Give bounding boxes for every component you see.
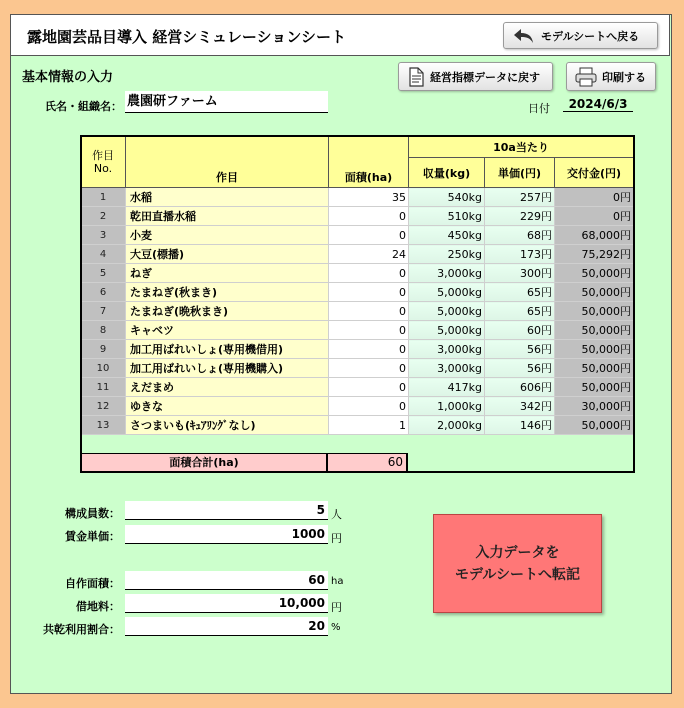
table-row bbox=[81, 283, 634, 302]
crop-name-cell: たまねぎ(秋まき) bbox=[126, 283, 329, 302]
members-field[interactable]: 5 bbox=[125, 501, 328, 520]
price-cell[interactable]: 146円 bbox=[485, 416, 555, 435]
table-row bbox=[81, 302, 634, 321]
crop-name-cell: たまねぎ(晩秋まき) bbox=[126, 302, 329, 321]
dryer-ratio-field[interactable]: 20 bbox=[125, 617, 328, 636]
total-area-label: 面積合計(ha) bbox=[80, 453, 328, 473]
price-cell[interactable]: 300円 bbox=[485, 264, 555, 283]
subsidy-cell: 68,000円 bbox=[555, 226, 634, 245]
crop-name-cell: 加工用ばれいしょ(専用機購入) bbox=[126, 359, 329, 378]
crop-table bbox=[80, 135, 634, 435]
subsidy-cell: 50,000円 bbox=[555, 283, 634, 302]
area-input-cell[interactable]: 0 bbox=[329, 264, 409, 283]
yield-cell[interactable]: 5,000kg bbox=[409, 302, 485, 321]
header-per-10a: 10a当たり bbox=[409, 136, 634, 158]
table-row bbox=[81, 226, 634, 245]
row-no-cell: 4 bbox=[81, 245, 126, 264]
subsidy-cell: 50,000円 bbox=[555, 416, 634, 435]
area-input-cell[interactable]: 0 bbox=[329, 283, 409, 302]
print-label: 印刷する bbox=[602, 70, 646, 84]
area-input-cell[interactable]: 24 bbox=[329, 245, 409, 264]
printer-icon bbox=[575, 67, 597, 87]
price-cell[interactable]: 65円 bbox=[485, 302, 555, 321]
table-row bbox=[81, 245, 634, 264]
table-row bbox=[81, 264, 634, 283]
area-input-cell[interactable]: 0 bbox=[329, 378, 409, 397]
subsidy-cell: 0円 bbox=[555, 207, 634, 226]
document-icon bbox=[407, 67, 425, 87]
subsidy-cell: 50,000円 bbox=[555, 340, 634, 359]
subsidy-cell: 50,000円 bbox=[555, 302, 634, 321]
yield-cell[interactable]: 450kg bbox=[409, 226, 485, 245]
table-row bbox=[81, 397, 634, 416]
crop-name-cell: キャベツ bbox=[126, 321, 329, 340]
row-no-cell: 7 bbox=[81, 302, 126, 321]
price-cell[interactable]: 229円 bbox=[485, 207, 555, 226]
row-no-cell: 8 bbox=[81, 321, 126, 340]
header-price: 単価(円) bbox=[485, 158, 555, 188]
wage-unit: 円 bbox=[331, 532, 342, 545]
transfer-label-line1: 入力データを bbox=[475, 544, 560, 561]
yield-cell[interactable]: 1,000kg bbox=[409, 397, 485, 416]
wage-label: 賃金単価： bbox=[65, 530, 120, 543]
members-label: 構成員数： bbox=[65, 507, 120, 520]
yield-cell[interactable]: 250kg bbox=[409, 245, 485, 264]
price-cell[interactable]: 173円 bbox=[485, 245, 555, 264]
row-no-cell: 2 bbox=[81, 207, 126, 226]
yield-cell[interactable]: 417kg bbox=[409, 378, 485, 397]
crop-name-cell: 乾田直播水稲 bbox=[126, 207, 329, 226]
area-input-cell[interactable]: 0 bbox=[329, 207, 409, 226]
row-no-cell: 11 bbox=[81, 378, 126, 397]
date-label: 日付 bbox=[528, 102, 550, 115]
return-arrow-icon bbox=[512, 27, 536, 45]
price-cell[interactable]: 606円 bbox=[485, 378, 555, 397]
area-input-cell[interactable]: 0 bbox=[329, 340, 409, 359]
yield-cell[interactable]: 3,000kg bbox=[409, 340, 485, 359]
row-no-cell: 12 bbox=[81, 397, 126, 416]
price-cell[interactable]: 257円 bbox=[485, 188, 555, 207]
area-input-cell[interactable]: 35 bbox=[329, 188, 409, 207]
row-no-cell: 6 bbox=[81, 283, 126, 302]
yield-cell[interactable]: 2,000kg bbox=[409, 416, 485, 435]
table-row bbox=[81, 321, 634, 340]
area-input-cell[interactable]: 0 bbox=[329, 321, 409, 340]
header-yield: 収量(kg) bbox=[409, 158, 485, 188]
name-field[interactable]: 農園研ファーム bbox=[125, 91, 328, 113]
back-to-model-label: モデルシートへ戻る bbox=[541, 29, 640, 43]
yield-cell[interactable]: 3,000kg bbox=[409, 264, 485, 283]
transfer-label-line2: モデルシートへ転記 bbox=[455, 566, 580, 583]
table-row bbox=[81, 207, 634, 226]
row-no-cell: 10 bbox=[81, 359, 126, 378]
subsidy-cell: 50,000円 bbox=[555, 321, 634, 340]
basic-info-heading: 基本情報の入力 bbox=[22, 70, 114, 85]
restore-indicator-button[interactable] bbox=[398, 62, 553, 91]
header-crop: 作目 bbox=[126, 136, 329, 188]
back-to-model-button[interactable] bbox=[503, 22, 658, 49]
rent-field[interactable]: 10,000 bbox=[125, 594, 328, 613]
subsidy-cell: 75,292円 bbox=[555, 245, 634, 264]
dryer-ratio-label: 共乾利用割合： bbox=[43, 623, 120, 636]
own-area-field[interactable]: 60 bbox=[125, 571, 328, 590]
row-no-cell: 9 bbox=[81, 340, 126, 359]
print-button[interactable] bbox=[566, 62, 656, 91]
crop-name-cell: えだまめ bbox=[126, 378, 329, 397]
yield-cell[interactable]: 5,000kg bbox=[409, 321, 485, 340]
table-row bbox=[81, 378, 634, 397]
subsidy-cell: 50,000円 bbox=[555, 264, 634, 283]
table-row bbox=[81, 188, 634, 207]
name-label: 氏名・組織名： bbox=[45, 100, 122, 113]
table-row bbox=[81, 340, 634, 359]
area-input-cell[interactable]: 0 bbox=[329, 226, 409, 245]
subsidy-cell: 30,000円 bbox=[555, 397, 634, 416]
subsidy-cell: 50,000円 bbox=[555, 359, 634, 378]
crop-name-cell: 大豆(標播) bbox=[126, 245, 329, 264]
row-no-cell: 5 bbox=[81, 264, 126, 283]
transfer-to-model-button[interactable] bbox=[433, 514, 602, 613]
area-input-cell[interactable]: 0 bbox=[329, 302, 409, 321]
members-unit: 人 bbox=[331, 508, 342, 521]
table-row bbox=[81, 359, 634, 378]
dryer-ratio-unit: % bbox=[331, 622, 341, 633]
subsidy-cell: 50,000円 bbox=[555, 378, 634, 397]
crop-name-cell: 加工用ばれいしょ(専用機借用) bbox=[126, 340, 329, 359]
area-input-cell[interactable]: 0 bbox=[329, 359, 409, 378]
row-no-cell: 3 bbox=[81, 226, 126, 245]
crop-name-cell: さつまいも(ｷｭｱﾘﾝｸﾞなし) bbox=[126, 416, 329, 435]
yield-cell[interactable]: 510kg bbox=[409, 207, 485, 226]
price-cell[interactable]: 56円 bbox=[485, 340, 555, 359]
price-cell[interactable]: 60円 bbox=[485, 321, 555, 340]
header-no: 作目 No. bbox=[81, 136, 126, 188]
wage-field[interactable]: 1000 bbox=[125, 525, 328, 544]
price-cell[interactable]: 68円 bbox=[485, 226, 555, 245]
crop-name-cell: ゆきな bbox=[126, 397, 329, 416]
crop-name-cell: ねぎ bbox=[126, 264, 329, 283]
rent-unit: 円 bbox=[331, 601, 342, 614]
subsidy-cell: 0円 bbox=[555, 188, 634, 207]
restore-indicator-label: 経営指標データに戻す bbox=[430, 70, 540, 84]
table-row bbox=[81, 416, 634, 435]
crop-name-cell: 水稲 bbox=[126, 188, 329, 207]
yield-cell[interactable]: 5,000kg bbox=[409, 283, 485, 302]
price-cell[interactable]: 65円 bbox=[485, 283, 555, 302]
own-area-unit: ha bbox=[331, 576, 344, 587]
date-field[interactable]: 2024/6/3 bbox=[563, 97, 633, 112]
area-input-cell[interactable]: 0 bbox=[329, 397, 409, 416]
row-no-cell: 13 bbox=[81, 416, 126, 435]
total-area-value: 60 bbox=[328, 453, 408, 473]
crop-name-cell: 小麦 bbox=[126, 226, 329, 245]
row-no-cell: 1 bbox=[81, 188, 126, 207]
own-area-label: 自作面積： bbox=[65, 577, 120, 590]
page-title: 露地園芸品目導入 経営シミュレーションシート bbox=[27, 28, 346, 46]
header-subsidy: 交付金(円) bbox=[555, 158, 634, 188]
price-cell[interactable]: 56円 bbox=[485, 359, 555, 378]
price-cell[interactable]: 342円 bbox=[485, 397, 555, 416]
rent-label: 借地料： bbox=[76, 600, 120, 613]
total-row bbox=[80, 453, 408, 473]
area-input-cell[interactable]: 1 bbox=[329, 416, 409, 435]
header-area: 面積(ha) bbox=[329, 136, 409, 188]
yield-cell[interactable]: 3,000kg bbox=[409, 359, 485, 378]
yield-cell[interactable]: 540kg bbox=[409, 188, 485, 207]
